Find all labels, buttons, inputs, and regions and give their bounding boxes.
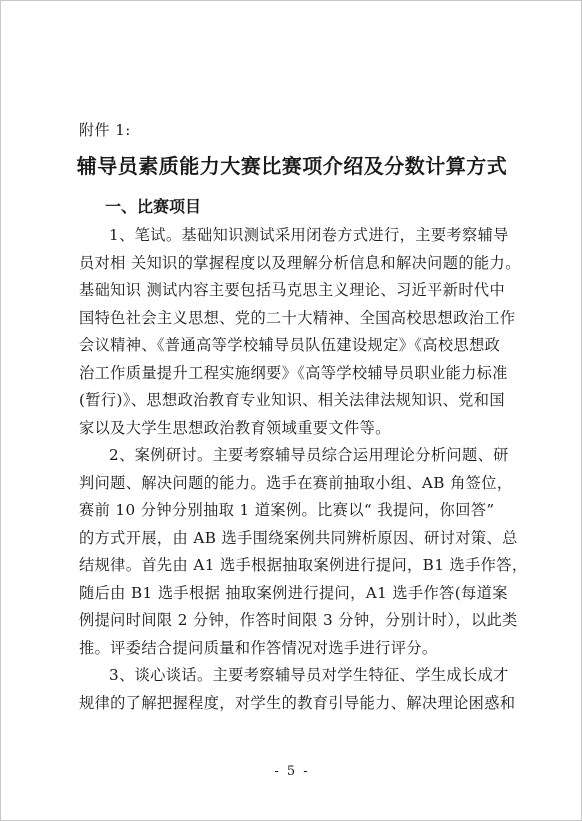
paragraph-line: 的方式开展，由 AB 选手围绕案例共同辨析原因、研讨对策、总 [79, 528, 518, 547]
paragraph-line: 2、案例研讨。主要考察辅导员综合运用理论分析问题、研 [109, 446, 509, 464]
paragraph-line: 治工作质量提升工程实施纲要》《高等学校辅导员职业能力标准 [79, 363, 508, 382]
body-text [79, 222, 528, 717]
paragraph-line: 员对相 关知识的掌握程度以及理解分析信息和解决问题的能力。 [79, 253, 521, 272]
paragraph-line: 国特色社会主义思想、党的二十大精神、全国高校思想政治工作 [79, 308, 516, 327]
paragraph-line: (暂行)》、思想政治教育专业知识、相关法律法规知识、党和国 [79, 391, 505, 409]
paragraph-line: 随后由 B1 选手根据 抽取案例进行提问，A1 选手作答(每道案 [79, 583, 508, 602]
paragraph-line: 结规律。首先由 A1 选手根据抽取案例进行提问，B1 选手作答， [79, 556, 528, 574]
paragraph-line: 家以及大学生思想政治教育领域重要文件等。 [79, 418, 391, 437]
paragraph-line: 赛前 10 分钟分别抽取 1 道案例。比赛以“ 我提问，你回答” [79, 501, 495, 519]
paragraph-line: 判问题、解决问题的能力。选手在赛前抽取小组、AB 角签位， [79, 473, 513, 492]
paragraph-line: 推。评委结合提问质量和作答情况对选手进行评分。 [79, 638, 438, 657]
paragraph-line: 1、笔试。基础知识测试采用闭卷方式进行，主要考察辅导 [109, 226, 509, 244]
paragraph-line: 3、谈心谈话。主要考察辅导员对学生特征、学生成长成才 [109, 666, 509, 684]
paragraph-line: 例提问时间限 2 分钟，作答时间限 3 分钟，分别计时），以此类 [79, 611, 518, 629]
section-heading: 一、比赛项目 [105, 197, 202, 216]
page-number: - 5 - [274, 764, 310, 779]
paragraph-line: 基础知识 测试内容主要包括马克思主义理论、习近平新时代中 [79, 281, 506, 299]
attachment-label: 附件 1: [79, 121, 131, 139]
paragraph-line: 规律的了解把握程度，对学生的教育引导能力、解决理论困惑和 [79, 693, 516, 712]
document-title: 辅导员素质能力大赛比赛项介绍及分数计算方式 [76, 154, 508, 178]
paragraph-line: 会议精神、《普通高等学校辅导员队伍建设规定》《高校思想政 [79, 336, 501, 354]
